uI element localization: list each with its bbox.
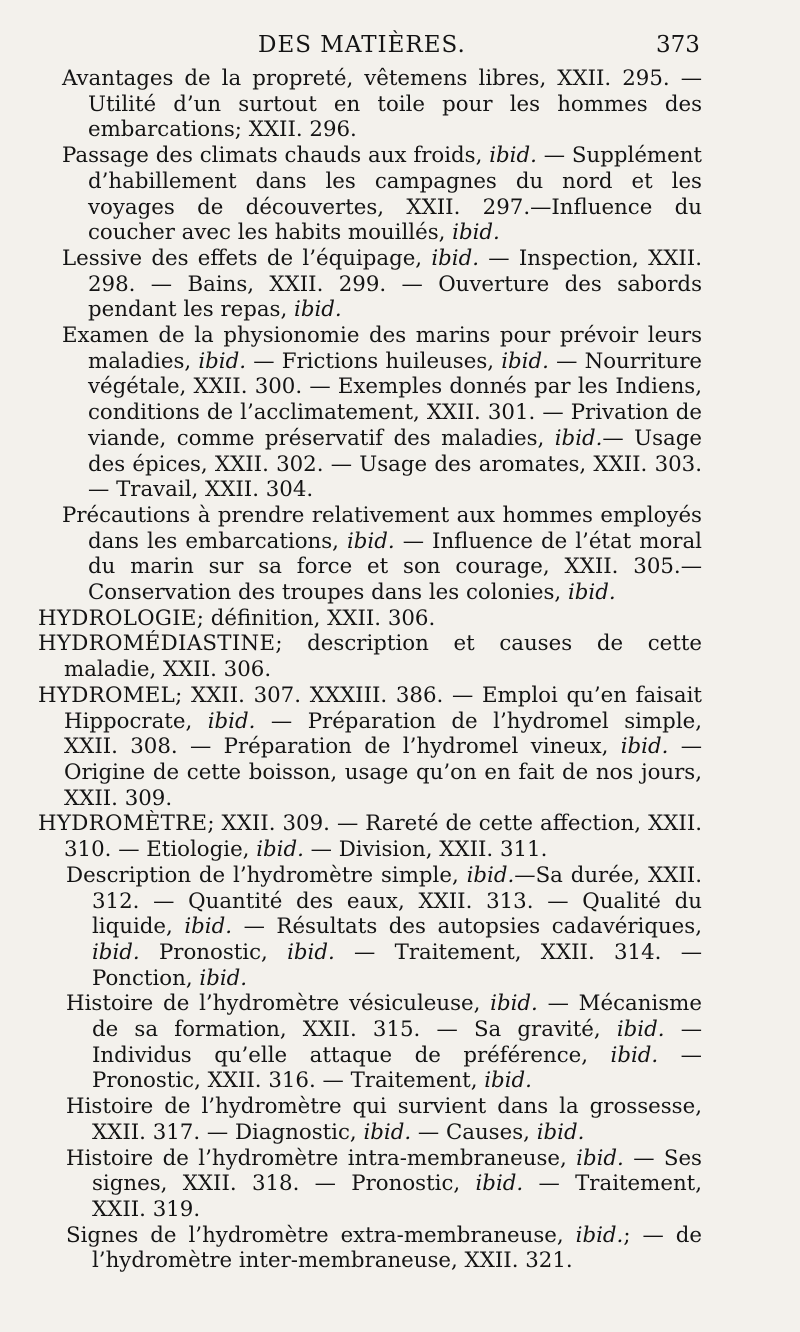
index-entry-text: Avantages de la propreté, vêtemens libres, XXII. 295. — Utilité d’un surtout en toile pour les hommes des embarcations; XXII. 296.	[62, 66, 702, 143]
index-entry	[62, 503, 702, 606]
index-entry-text: Lessive des effets de l’équipage, ibid. — Inspection, XXII. 298. — Bains, XXII. 299. — Ouverture des sabords pendant les repas, ibid.	[62, 245, 702, 323]
running-header	[0, 32, 800, 66]
index-entry	[62, 66, 702, 143]
index-headword: HYDROMÈTRE	[38, 811, 208, 837]
index-entry	[66, 991, 702, 1094]
index-entry	[38, 606, 702, 632]
index-entry-text: ; XXII. 307. XXXIII. 386. — Emploi qu’en faisait Hippocrate, ibid. — Préparation de l’hydromel simple, XXII. 308. — Préparation de l’hydromel vineux, ibid. — Origine de cette boisson, usage qu’on en fait de nos jours, XXII. 309.	[64, 682, 702, 811]
page-number: 373	[656, 32, 700, 58]
index-entry	[66, 1094, 702, 1145]
index-entry	[62, 246, 702, 323]
index-entry-text: Examen de la physionomie des marins pour prévoir leurs maladies, ibid. — Frictions huileuses, ibid. — Nourriture végétale, XXII. 300. — Exemples donnés par les Indiens, conditions de l’acclimatement, XXII. 301. — Privation de viande, comme préservatif des maladies, ibid.— Usage des épices, XXII. 302. — Usage des aromates, XXII. 303. — Travail, XXII. 304.	[62, 323, 702, 503]
index-entry-text: Précautions à prendre relativement aux hommes employés dans les embarcations, ibid. — Influence de l’état moral du marin sur sa force et son courage, XXII. 305.— Conservation des troupes dans les colonies, ibid.	[62, 502, 702, 606]
index-headword: HYDROLOGIE	[38, 605, 197, 631]
index-entry	[66, 1146, 702, 1223]
index-entry-text: ; définition, XXII. 306.	[196, 605, 436, 631]
index-entry	[38, 683, 702, 812]
index-entry	[38, 811, 702, 862]
index-body	[0, 66, 800, 1274]
index-entry	[38, 631, 702, 682]
index-entry-text: Histoire de l’hydromètre vésiculeuse, ibid. — Mécanisme de sa formation, XXII. 315. — Sa gravité, ibid. — Individus qu’elle attaque de préférence, ibid. — Pronostic, XXII. 316. — Traitement, ibid.	[66, 991, 702, 1094]
index-entry-text: Histoire de l’hydromètre qui survient dans la grossesse, XXII. 317. — Diagnostic, ibid. — Causes, ibid.	[66, 1094, 702, 1145]
index-entry	[66, 1223, 702, 1274]
index-entry	[62, 323, 702, 503]
index-entry	[66, 863, 702, 992]
running-title: DES MATIÈRES.	[258, 32, 466, 58]
index-entry-text: ; description et causes de cette maladie, XXII. 306.	[64, 631, 702, 683]
index-headword: HYDROMEL	[38, 682, 176, 708]
index-entry-text: Histoire de l’hydromètre intra-membraneuse, ibid. — Ses signes, XXII. 318. — Pronostic, ibid. — Traitement, XXII. 319.	[66, 1145, 703, 1222]
index-entry-text: Signes de l’hydromètre extra-membraneuse, ibid.; — de l’hydromètre inter-membraneuse, XXII. 321.	[66, 1222, 703, 1274]
index-headword: HYDROMÉDIASTINE	[38, 631, 276, 657]
index-entry	[62, 143, 702, 246]
index-entry-text: Description de l’hydromètre simple, ibid.—Sa durée, XXII. 312. — Quantité des eaux, XXII. 313. — Qualité du liquide, ibid. — Résultats des autopsies cadavériques, ibid. Pronostic, ibid. — Traitement, XXII. 314. — Ponction, ibid.	[66, 862, 703, 991]
index-entry-text: Passage des climats chauds aux froids, ibid. — Supplément d’habillement dans les campagnes du nord et les voyages de découvertes, XXII. 297.—Influence du coucher avec les habits mouillés, ibid.	[62, 143, 702, 246]
index-entry-text: ; XXII. 309. — Rareté de cette affection, XXII. 310. — Etiologie, ibid. — Division, XXII. 311.	[64, 811, 702, 863]
